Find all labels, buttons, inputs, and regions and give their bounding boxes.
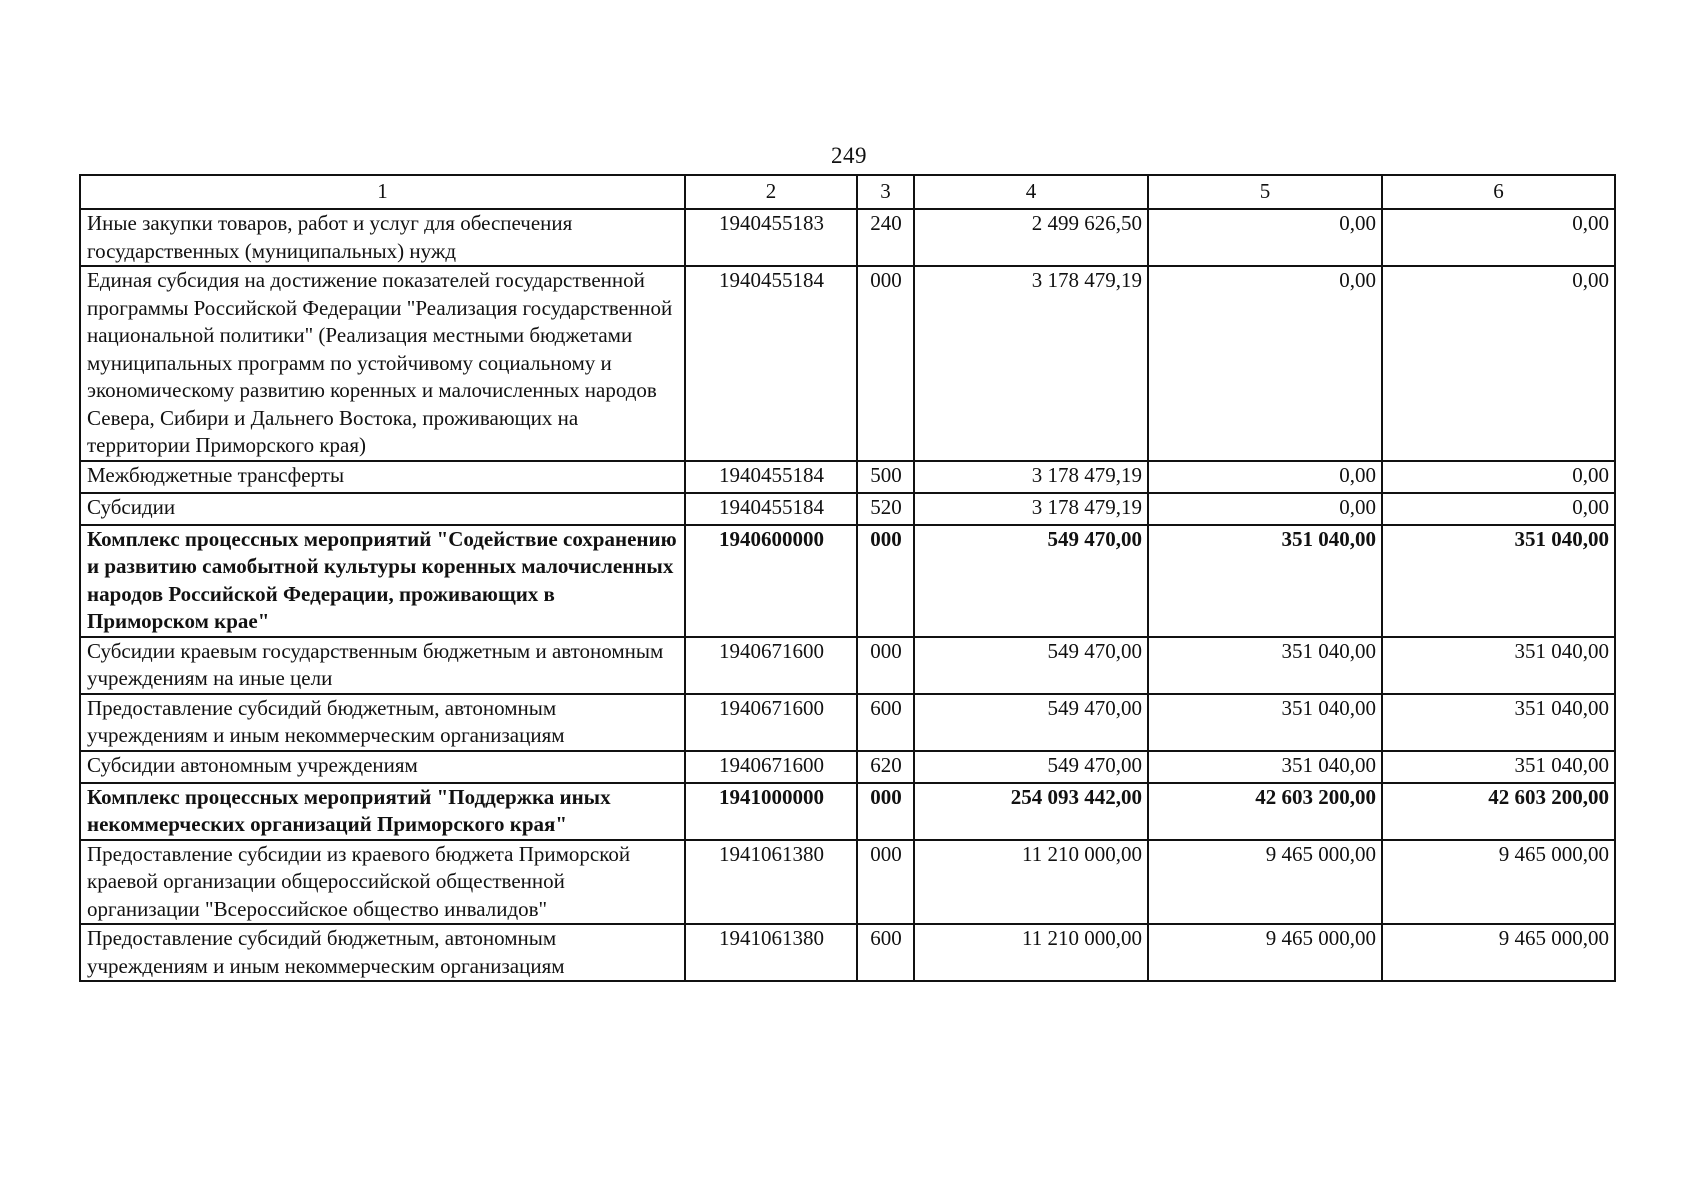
table-row [80, 266, 1615, 461]
row-name: Иные закупки товаров, работ и услуг для обеспечения государственных (муниципальных) нужд [80, 209, 685, 266]
row-expense-type: 500 [857, 461, 914, 493]
row-value-4: 254 093 442,00 [914, 783, 1148, 840]
row-code: 1940671600 [685, 637, 857, 694]
table-row [80, 209, 1615, 266]
row-name: Субсидии краевым государственным бюджетным и автономным учреждениям на иные цели [80, 637, 685, 694]
column-header: 4 [914, 175, 1148, 209]
column-header: 5 [1148, 175, 1382, 209]
row-code: 1940671600 [685, 751, 857, 783]
row-name: Предоставление субсидии из краевого бюджета Приморской краевой организации общероссийской общественной организации "Всероссийское общество инвалидов" [80, 840, 685, 925]
row-value-5: 0,00 [1148, 493, 1382, 525]
row-value-5: 351 040,00 [1148, 751, 1382, 783]
row-expense-type: 600 [857, 694, 914, 751]
table-row [80, 751, 1615, 783]
row-value-6: 0,00 [1382, 493, 1615, 525]
row-value-6: 351 040,00 [1382, 525, 1615, 637]
row-code: 1940600000 [685, 525, 857, 637]
row-value-5: 9 465 000,00 [1148, 840, 1382, 925]
row-value-6: 9 465 000,00 [1382, 924, 1615, 981]
column-header: 3 [857, 175, 914, 209]
table-row [80, 493, 1615, 525]
page-number: 249 [831, 143, 867, 168]
row-value-4: 11 210 000,00 [914, 924, 1148, 981]
row-name: Единая субсидия на достижение показателей государственной программы Российской Федерации "Реализация государственной национальной политики" (Реализация местными бюджетами муниципальных программ по устойчивому социальному и экономическому развитию коренных и малочисленных народов Севера, Сибири и Дальнего Востока, проживающих на территории Приморского края) [80, 266, 685, 461]
row-code: 1941061380 [685, 924, 857, 981]
row-expense-type: 000 [857, 266, 914, 461]
row-value-6: 0,00 [1382, 266, 1615, 461]
column-header: 6 [1382, 175, 1615, 209]
row-value-5: 351 040,00 [1148, 637, 1382, 694]
row-value-5: 351 040,00 [1148, 694, 1382, 751]
row-value-4: 3 178 479,19 [914, 493, 1148, 525]
row-value-5: 351 040,00 [1148, 525, 1382, 637]
row-name: Субсидии [80, 493, 685, 525]
row-expense-type: 000 [857, 525, 914, 637]
table-row [80, 637, 1615, 694]
row-value-5: 9 465 000,00 [1148, 924, 1382, 981]
row-value-6: 351 040,00 [1382, 751, 1615, 783]
row-value-6: 0,00 [1382, 209, 1615, 266]
row-value-6: 0,00 [1382, 461, 1615, 493]
row-value-4: 549 470,00 [914, 525, 1148, 637]
column-header: 1 [80, 175, 685, 209]
row-value-5: 0,00 [1148, 266, 1382, 461]
row-value-4: 549 470,00 [914, 694, 1148, 751]
row-name: Предоставление субсидий бюджетным, автономным учреждениям и иным некоммерческим организациям [80, 924, 685, 981]
table-row [80, 461, 1615, 493]
table-row-section [80, 525, 1615, 637]
row-code: 1941061380 [685, 840, 857, 925]
row-value-6: 351 040,00 [1382, 637, 1615, 694]
row-code: 1940455184 [685, 493, 857, 525]
row-expense-type: 000 [857, 637, 914, 694]
column-header: 2 [685, 175, 857, 209]
row-value-6: 351 040,00 [1382, 694, 1615, 751]
row-expense-type: 000 [857, 840, 914, 925]
table-row [80, 924, 1615, 981]
row-value-6: 9 465 000,00 [1382, 840, 1615, 925]
row-code: 1940455184 [685, 461, 857, 493]
row-code: 1940671600 [685, 694, 857, 751]
row-value-4: 11 210 000,00 [914, 840, 1148, 925]
row-value-5: 0,00 [1148, 209, 1382, 266]
table-row [80, 694, 1615, 751]
row-value-4: 3 178 479,19 [914, 461, 1148, 493]
row-code: 1941000000 [685, 783, 857, 840]
row-expense-type: 520 [857, 493, 914, 525]
row-expense-type: 600 [857, 924, 914, 981]
row-value-4: 549 470,00 [914, 751, 1148, 783]
table-row [80, 840, 1615, 925]
row-name: Комплекс процессных мероприятий "Содействие сохранению и развитию самобытной культуры коренных малочисленных народов Российской Федерации, проживающих в Приморском крае" [80, 525, 685, 637]
row-expense-type: 000 [857, 783, 914, 840]
row-value-5: 0,00 [1148, 461, 1382, 493]
row-value-4: 3 178 479,19 [914, 266, 1148, 461]
budget-table [79, 174, 1616, 982]
row-value-4: 549 470,00 [914, 637, 1148, 694]
row-code: 1940455183 [685, 209, 857, 266]
row-expense-type: 240 [857, 209, 914, 266]
row-value-6: 42 603 200,00 [1382, 783, 1615, 840]
row-name: Предоставление субсидий бюджетным, автономным учреждениям и иным некоммерческим организациям [80, 694, 685, 751]
row-name: Субсидии автономным учреждениям [80, 751, 685, 783]
row-name: Комплекс процессных мероприятий "Поддержка иных некоммерческих организаций Приморского края" [80, 783, 685, 840]
row-name: Межбюджетные трансферты [80, 461, 685, 493]
row-value-5: 42 603 200,00 [1148, 783, 1382, 840]
row-code: 1940455184 [685, 266, 857, 461]
row-value-4: 2 499 626,50 [914, 209, 1148, 266]
table-row-section [80, 783, 1615, 840]
row-expense-type: 620 [857, 751, 914, 783]
header-row [80, 175, 1615, 209]
